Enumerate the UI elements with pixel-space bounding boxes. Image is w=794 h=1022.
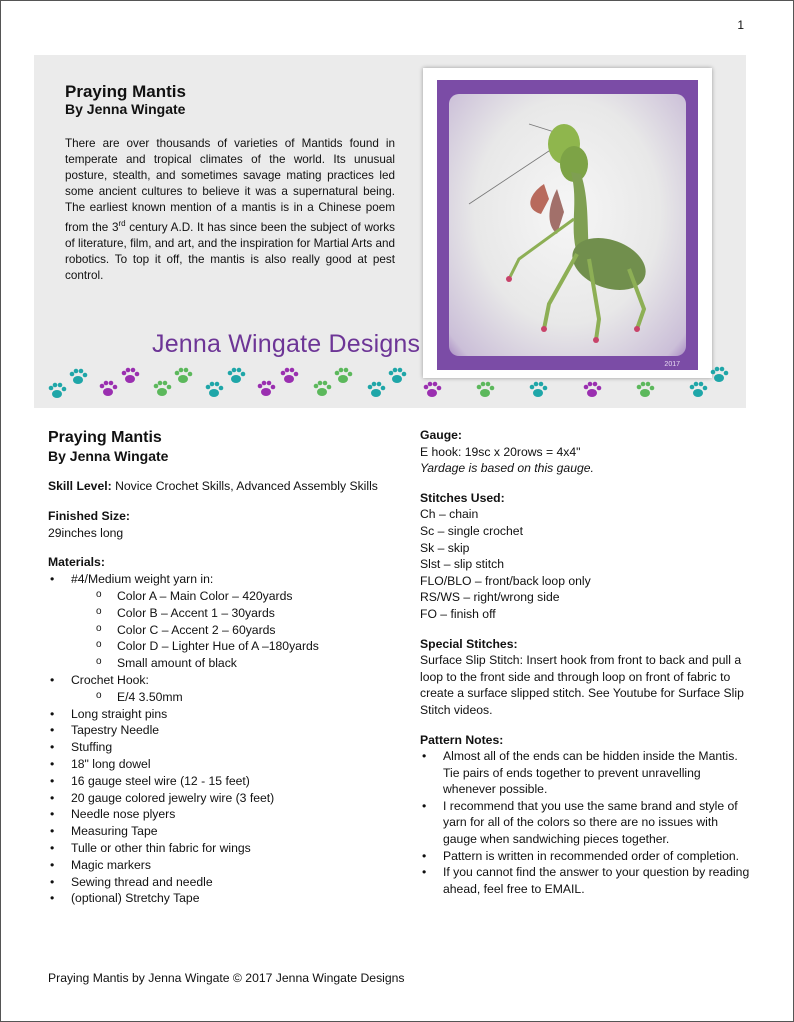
page-number: 1 bbox=[737, 18, 744, 32]
materials-list bbox=[48, 571, 408, 907]
intro-title: Praying Mantis bbox=[65, 82, 186, 101]
brand-logo-text: Jenna Wingate Designs bbox=[152, 330, 421, 358]
stitch-item: FO – finish off bbox=[420, 606, 496, 621]
list-item: • I recommend that you use the same brand and style of yarn for all of the colors so there are no issues with gauge when sandwiching pieces together. bbox=[420, 798, 752, 848]
gauge-value: E hook: 19sc x 20rows = 4x4" bbox=[420, 444, 581, 459]
pattern-notes-label: Pattern Notes: bbox=[420, 732, 504, 747]
stitches-label: Stitches Used: bbox=[420, 490, 505, 505]
materials-label: Materials: bbox=[48, 555, 105, 570]
special-stitches-label: Special Stitches: bbox=[420, 636, 518, 651]
list-item: • Magic markers bbox=[48, 857, 408, 874]
list-item: • Crochet Hook: bbox=[48, 672, 408, 689]
list-item: • 20 gauge colored jewelry wire (3 feet) bbox=[48, 790, 408, 807]
list-item: • Needle nose plyers bbox=[48, 806, 408, 823]
section-title: Praying Mantis bbox=[48, 429, 162, 446]
finished-size-value: 29inches long bbox=[48, 525, 124, 540]
list-subitem: o Color A – Main Color – 420yards bbox=[48, 588, 408, 605]
list-item: • If you cannot find the answer to your question by reading ahead, feel free to EMAIL. bbox=[420, 864, 752, 897]
gauge-note: Yardage is based on this gauge. bbox=[420, 461, 594, 476]
mantis-photo bbox=[423, 68, 712, 378]
list-item: • Almost all of the ends can be hidden inside the Mantis. Tie pairs of ends together to prevent unravelling whenever possible. bbox=[420, 748, 752, 798]
pattern-notes-list bbox=[420, 748, 752, 897]
list-item: • 18" long dowel bbox=[48, 756, 408, 773]
gauge-label: Gauge: bbox=[420, 428, 462, 442]
special-stitches-text: Surface Slip Stitch: Insert hook from front to back and pull a loop to the front side and through loop on front of fabric to create a surface slipped stitch. See Youtube for Surface Slip Stitch videos. bbox=[420, 653, 744, 717]
list-subitem: o Color D – Lighter Hue of A –180yards bbox=[48, 638, 408, 655]
stitch-item: Sk – skip bbox=[420, 540, 470, 555]
list-item: • Long straight pins bbox=[48, 706, 408, 723]
photo-purple-border bbox=[437, 80, 698, 370]
list-item: • Sewing thread and needle bbox=[48, 874, 408, 891]
list-item: • 16 gauge steel wire (12 - 15 feet) bbox=[48, 773, 408, 790]
stitch-item: FLO/BLO – front/back loop only bbox=[420, 573, 591, 588]
stitch-item: Ch – chain bbox=[420, 507, 479, 522]
photo-year-watermark: 2017 bbox=[664, 361, 680, 368]
photo-background bbox=[449, 94, 686, 356]
section-author: By Jenna Wingate bbox=[48, 448, 169, 464]
list-item: • Stuffing bbox=[48, 739, 408, 756]
list-item: • Tulle or other thin fabric for wings bbox=[48, 840, 408, 857]
list-item: • Measuring Tape bbox=[48, 823, 408, 840]
right-column bbox=[420, 427, 752, 897]
skill-level: Skill Level: Novice Crochet Skills, Advanced Assembly Skills bbox=[48, 479, 378, 493]
list-item: • Pattern is written in recommended order of completion. bbox=[420, 848, 752, 865]
stitch-item: Sc – single crochet bbox=[420, 523, 523, 538]
list-item: • #4/Medium weight yarn in: bbox=[48, 571, 408, 588]
finished-size-label: Finished Size: bbox=[48, 508, 130, 523]
list-item: • Tapestry Needle bbox=[48, 722, 408, 739]
list-subitem: o E/4 3.50mm bbox=[48, 689, 408, 706]
stitch-item: RS/WS – right/wrong side bbox=[420, 590, 560, 605]
list-subitem: o Color C – Accent 2 – 60yards bbox=[48, 622, 408, 639]
stitch-item: Slst – slip stitch bbox=[420, 557, 504, 572]
intro-paragraph: There are over thousands of varieties of Mantids found in temperate and tropical climates of the world. Its unusual posture, stealth, and sometimes savage mating practices led some ancient cultures to believe it was a supernatural being. The earliest known mention of a mantis is in a Chinese poem from the 3rd century A.D. It has since been the subject of works of literature, film, and art, and the inspiration for Martial Arts and robotics. To top it off, the mantis is also really good at pest control. bbox=[65, 137, 395, 282]
list-subitem: o Color B – Accent 1 – 30yards bbox=[48, 605, 408, 622]
list-subitem: o Small amount of black bbox=[48, 655, 408, 672]
intro-author: By Jenna Wingate bbox=[65, 101, 186, 117]
list-item: • (optional) Stretchy Tape bbox=[48, 890, 408, 907]
mantis-illustration bbox=[449, 94, 686, 356]
left-column bbox=[48, 428, 408, 907]
page-footer: Praying Mantis by Jenna Wingate © 2017 Jenna Wingate Designs bbox=[48, 971, 405, 985]
